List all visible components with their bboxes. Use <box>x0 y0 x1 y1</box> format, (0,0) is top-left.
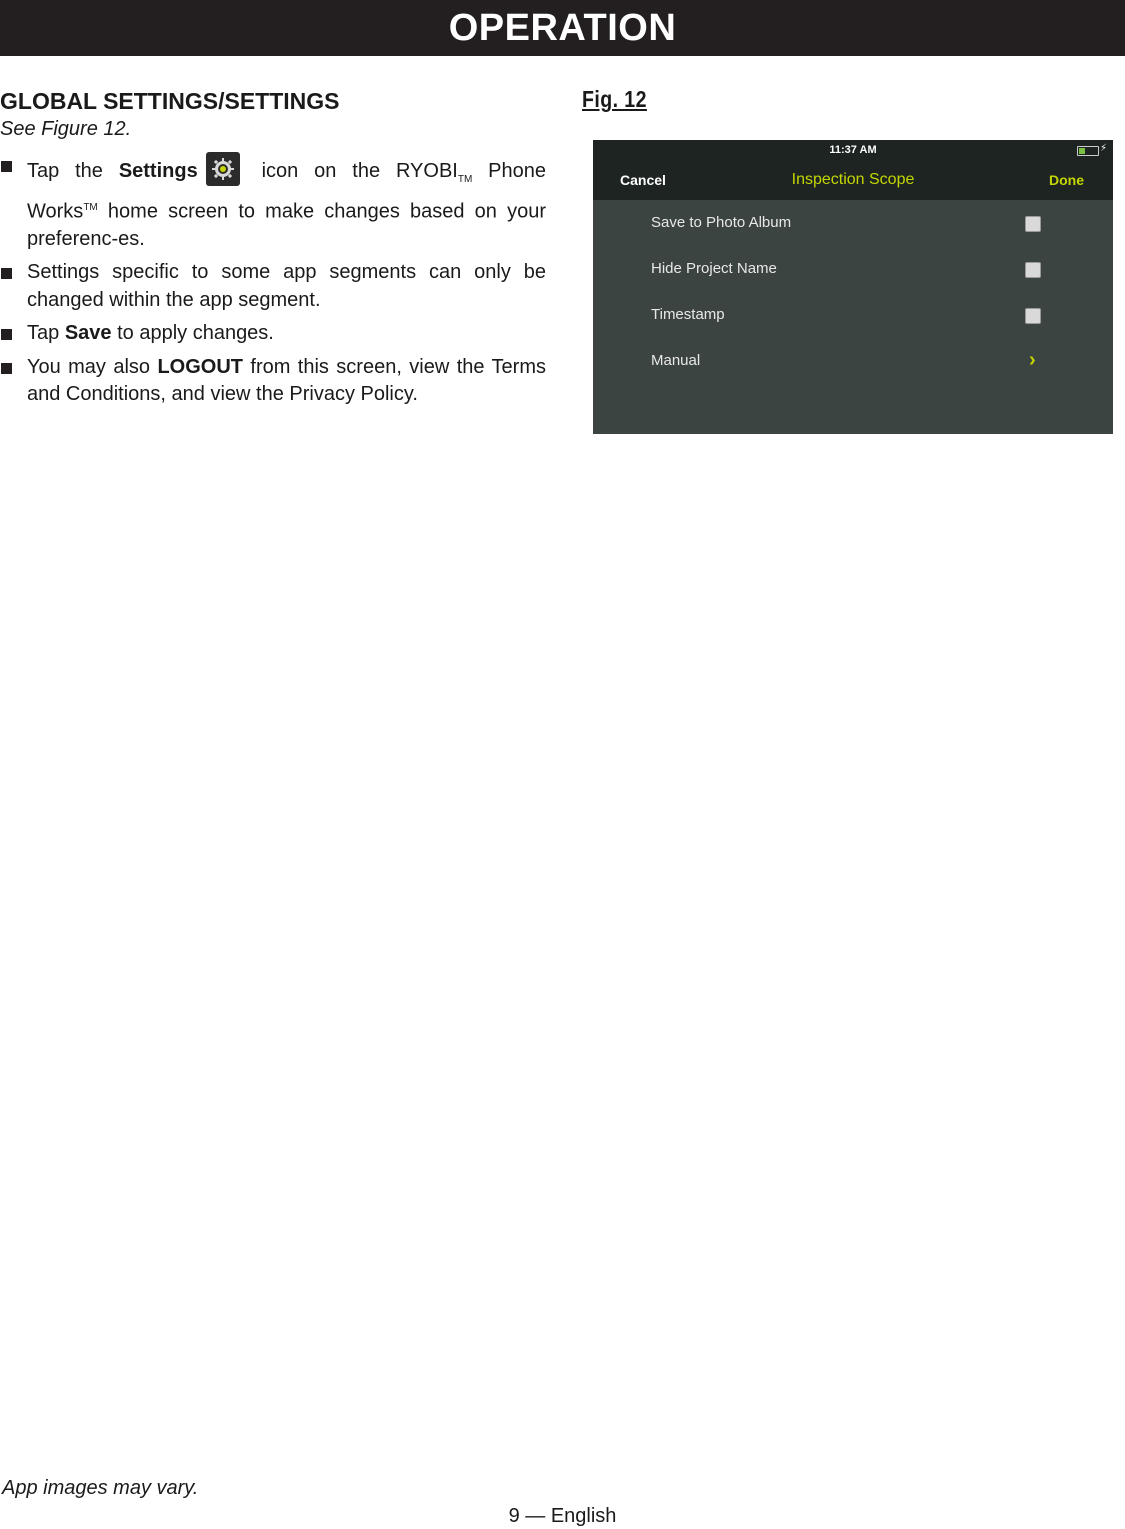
setting-row-hide-project-name[interactable] <box>593 248 1113 288</box>
list-item: Tap the Settings icon on the $RYOBI_{TM}$ Phone Works™ home screen to make changes based on your preferenc-es. <box>0 152 546 253</box>
list-item: Tap Save to apply changes. <box>0 320 546 348</box>
page-footer: 9 — English <box>508 1505 617 1527</box>
nav-bar <box>593 160 1113 200</box>
battery-icon <box>1077 146 1099 156</box>
settings-term: Settings <box>118 160 198 182</box>
setting-label: Hide Project Name <box>651 260 777 277</box>
list-item: Settings specific to some app segments can only be changed within the app segment. <box>0 259 546 314</box>
app-screenshot <box>593 140 1113 434</box>
setting-label: Manual <box>651 352 701 369</box>
header-title: OPERATION <box>448 6 677 49</box>
hide-project-name-checkbox[interactable] <box>1025 262 1041 278</box>
section-header-bar <box>0 0 1125 56</box>
status-bar <box>593 140 1113 160</box>
setting-row-timestamp[interactable] <box>593 294 1113 334</box>
setting-row-save-to-photo-album[interactable] <box>593 202 1113 242</box>
settings-gear-icon <box>206 152 240 186</box>
section-title: GLOBAL SETTINGS/SETTINGS <box>0 88 340 114</box>
cancel-button[interactable]: Cancel <box>620 172 666 188</box>
setting-label: Timestamp <box>651 306 725 323</box>
done-button[interactable]: Done <box>1049 172 1084 188</box>
list-item: You may also LOGOUT from this screen, view the Terms and Conditions, and view the Privacy Policy. <box>0 354 546 409</box>
setting-row-manual[interactable] <box>593 340 1113 380</box>
image-disclaimer: App images may vary. <box>2 1477 199 1499</box>
see-figure-note: See Figure 12. <box>0 118 132 140</box>
status-time: 11:37 AM <box>829 144 877 156</box>
timestamp-checkbox[interactable] <box>1025 308 1041 324</box>
figure-label: Fig. 12 <box>582 86 647 112</box>
instructions-column <box>0 86 546 415</box>
logout-term: LOGOUT <box>157 355 243 378</box>
charging-icon: ⚡ <box>1099 143 1107 154</box>
save-to-photo-album-checkbox[interactable] <box>1025 216 1041 232</box>
setting-label: Save to Photo Album <box>651 214 792 231</box>
battery-level <box>1079 148 1085 154</box>
chevron-right-icon[interactable]: › <box>1029 349 1036 371</box>
instruction-list <box>0 152 546 409</box>
screen-title: Inspection Scope <box>791 171 915 188</box>
save-term: Save <box>64 322 112 345</box>
